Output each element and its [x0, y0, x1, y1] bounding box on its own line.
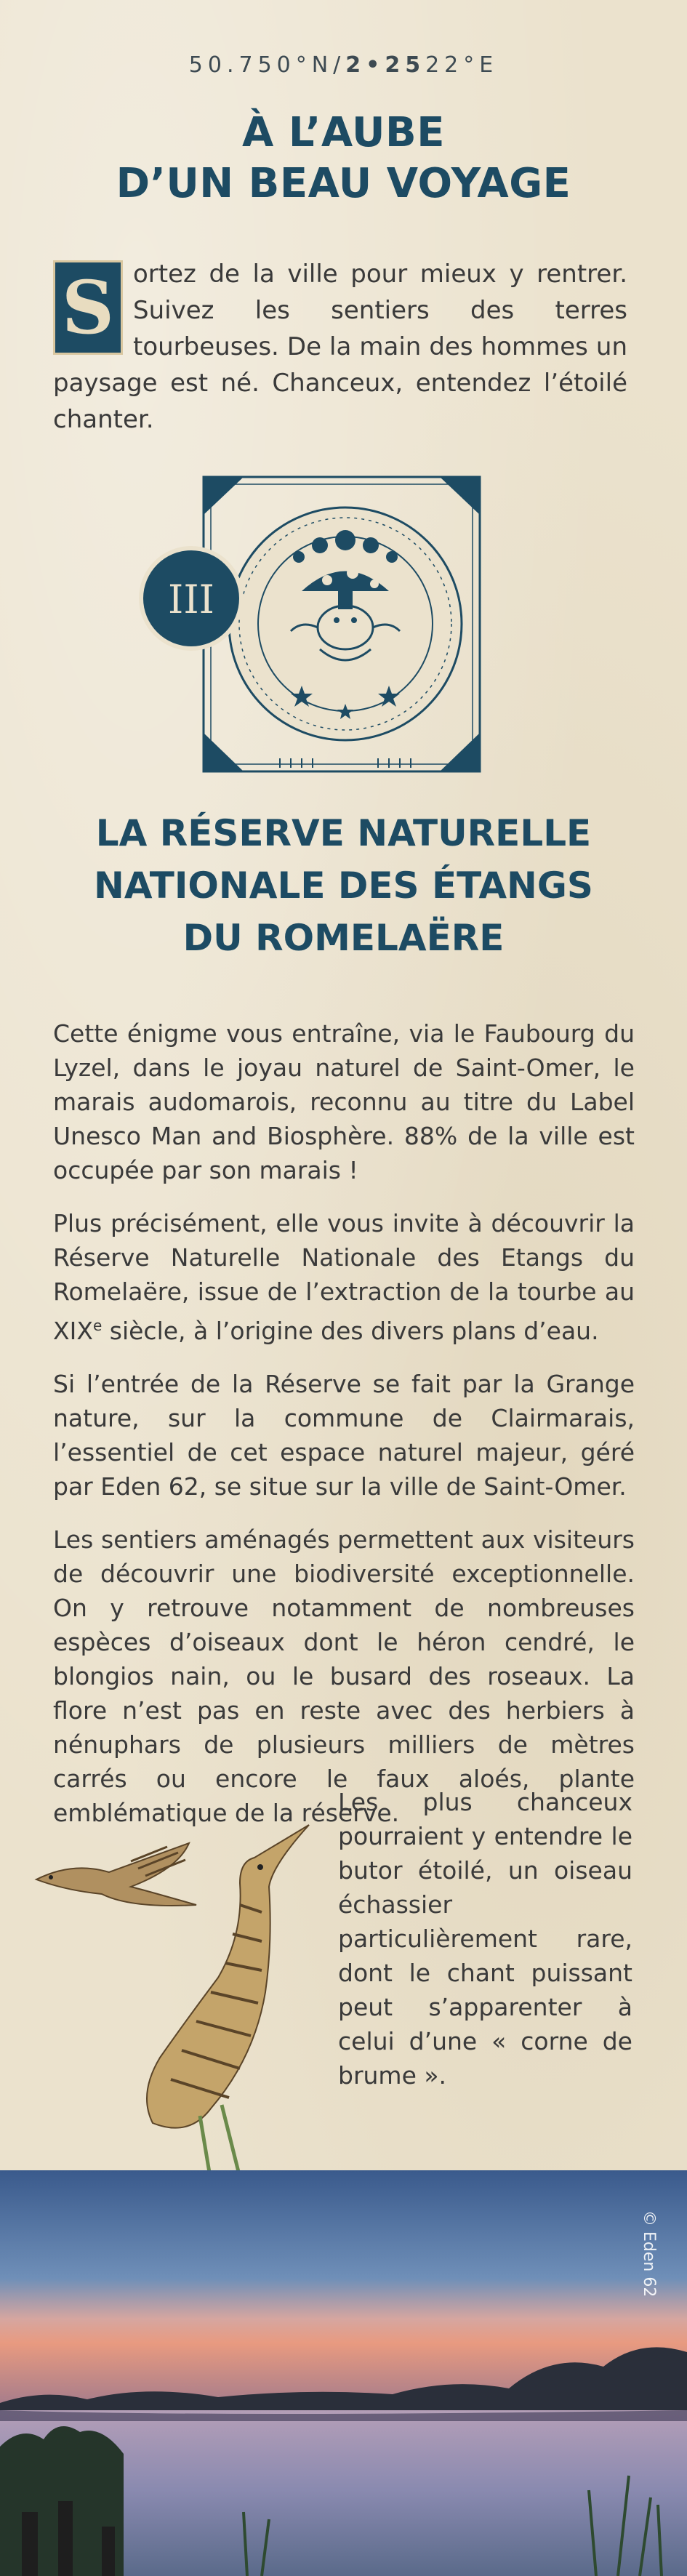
- paragraph-5: Les plus chanceux pourraient y entendre le butor étoilé, un oiseau échassier particulièrement rare, dont le chant puissant peut s’apparenter à celui d’une « corne de brume ».: [338, 1788, 632, 2090]
- flying-bittern-icon: [36, 1843, 196, 1906]
- paragraph-2-end: siècle, à l’origine des divers plans d’eau.: [102, 1317, 599, 1345]
- standing-bittern-icon: [147, 1825, 309, 2185]
- page-title: [0, 108, 687, 209]
- paragraph-2-start: Plus précisément, elle vous invite à découvrir la Réserve Naturelle Nationale des Etangs du Romelaëre, issue de l’extraction de la tourbe au XIX: [53, 1209, 635, 1345]
- paragraph-4: Les sentiers aménagés permettent aux visiteurs de découvrir une biodiversité exceptionnelle. On y retrouve notamment de nombreuses espèces d’oiseaux dont le héron cendré, le blongios nain, ou le busard des roseaux. La flore n’est pas en reste avec des herbiers à nénuphars de plusieurs milliers de mètres carrés ou encore le faux aloés, plante emblématique de la réserve.: [53, 1525, 635, 1827]
- bittern-illustration-icon: [22, 1818, 327, 2196]
- coord-prefix: 50.750°N/: [188, 52, 346, 78]
- century-superscript: e: [92, 1317, 103, 1334]
- intro-text: ortez de la ville pour mieux y rentrer. Suivez les sentiers des terres tourbeuses. De la main des hommes un paysage est né. Chanceux, entendez l’étoilé chanter.: [53, 260, 627, 434]
- page-title-line2: D’UN BEAU VOYAGE: [116, 160, 571, 207]
- section-title: [0, 807, 687, 964]
- marsh-sunrise-photo: [0, 2170, 687, 2576]
- coord-bold: 2•25: [345, 52, 426, 78]
- section-title-line3: DU ROMELAËRE: [182, 917, 505, 959]
- coord-suffix: 22°E: [425, 52, 499, 78]
- section-title-line2: NATIONALE DES ÉTANGS: [94, 864, 593, 907]
- drop-cap: S: [53, 260, 123, 355]
- enigma-emblem: [134, 471, 483, 777]
- intro-paragraph: [53, 256, 627, 438]
- section-title-line1: LA RÉSERVE NATURELLE: [95, 812, 592, 854]
- photo-credit: © Eden 62: [640, 2210, 658, 2298]
- paragraph-2: [53, 1206, 635, 1348]
- enigma-number: III: [168, 577, 214, 622]
- paragraph-3: Si l’entrée de la Réserve se fait par la Grange nature, sur la commune de Clairmarais, l’essentiel de cet espace naturel majeur, géré par Eden 62, se situe sur la ville de Saint-Omer.: [53, 1370, 635, 1501]
- body-text: [53, 1016, 635, 1849]
- page-title-line1: À L’AUBE: [242, 109, 445, 156]
- gps-coordinates: [0, 52, 687, 78]
- paragraph-1: Cette énigme vous entraîne, via le Faubourg du Lyzel, dans le joyau naturel de Saint-Omer, le marais audomarois, reconnu au titre du Label Unesco Man and Biosphère. 88% de la ville est occupée par son marais !: [53, 1019, 635, 1184]
